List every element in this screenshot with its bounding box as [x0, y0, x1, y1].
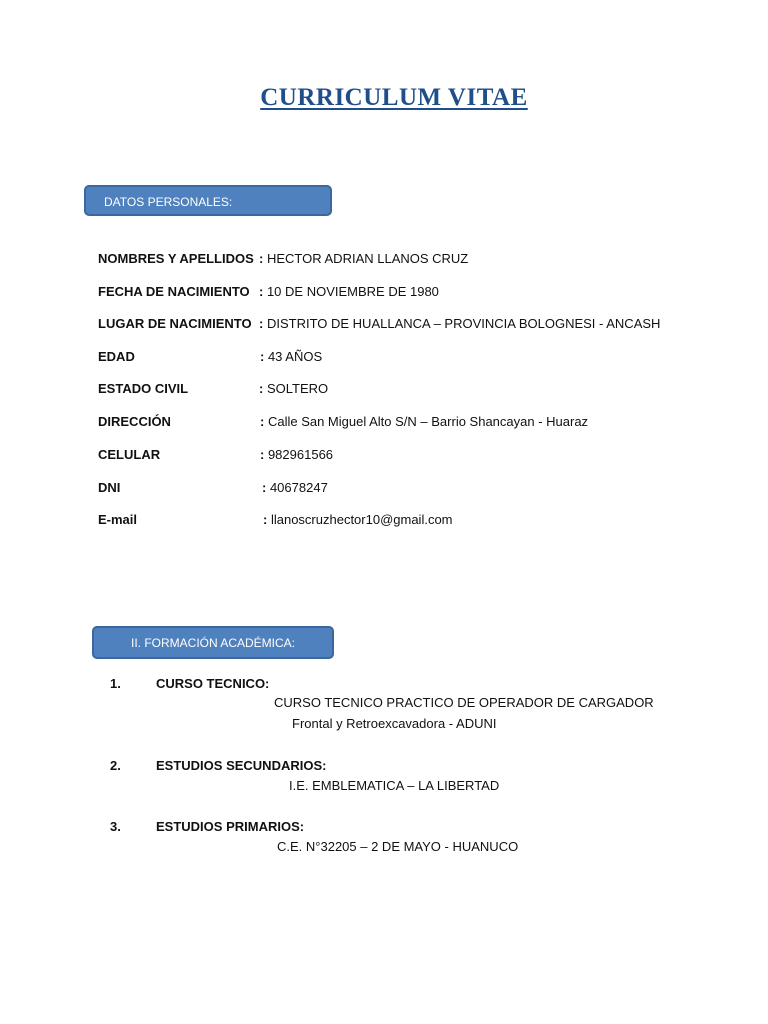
list-heading: CURSO TECNICO:: [156, 676, 270, 691]
field-label: DNI: [98, 480, 121, 495]
field-label: DIRECCIÓN: [98, 414, 171, 429]
section-header-academic: II. FORMACIÓN ACADÉMICA:: [92, 626, 334, 659]
field-label: NOMBRES Y APELLIDOS: [98, 251, 254, 266]
list-detail-line: I.E. EMBLEMATICA – LA LIBERTAD: [289, 778, 500, 793]
field-value: : SOLTERO: [259, 381, 329, 396]
field-value: : 10 DE NOVIEMBRE DE 1980: [259, 284, 439, 299]
field-label: LUGAR DE NACIMIENTO: [98, 316, 252, 331]
list-number: 1.: [110, 676, 121, 691]
field-value: : HECTOR ADRIAN LLANOS CRUZ: [259, 251, 469, 266]
list-heading: ESTUDIOS SECUNDARIOS:: [156, 758, 327, 773]
list-number: 2.: [110, 758, 121, 773]
field-label: FECHA DE NACIMIENTO: [98, 284, 250, 299]
field-label: CELULAR: [98, 447, 161, 462]
field-value: : 982961566: [260, 447, 334, 462]
list-detail-line: CURSO TECNICO PRACTICO DE OPERADOR DE CARGADOR: [274, 695, 654, 710]
field-label: E-mail: [98, 512, 138, 527]
document-title: CURRICULUM VITAE: [260, 84, 528, 111]
field-value: : 43 AÑOS: [260, 349, 323, 364]
section-header-personal-data: DATOS PERSONALES:: [84, 185, 332, 216]
list-detail-line: Frontal y Retroexcavadora - ADUNI: [292, 716, 497, 731]
field-value: : DISTRITO DE HUALLANCA – PROVINCIA BOLOGNESI - ANCASH: [259, 316, 661, 331]
field-value: : llanoscruzhector10@gmail.com: [263, 512, 453, 527]
field-label: EDAD: [98, 349, 135, 364]
field-label: ESTADO CIVIL: [98, 381, 189, 396]
list-detail-line: C.E. N°32205 – 2 DE MAYO - HUANUCO: [277, 839, 519, 854]
list-number: 3.: [110, 819, 121, 834]
field-value: : Calle San Miguel Alto S/N – Barrio Shancayan - Huaraz: [260, 414, 589, 429]
list-heading: ESTUDIOS PRIMARIOS:: [156, 819, 305, 834]
field-value: : 40678247: [262, 480, 328, 495]
